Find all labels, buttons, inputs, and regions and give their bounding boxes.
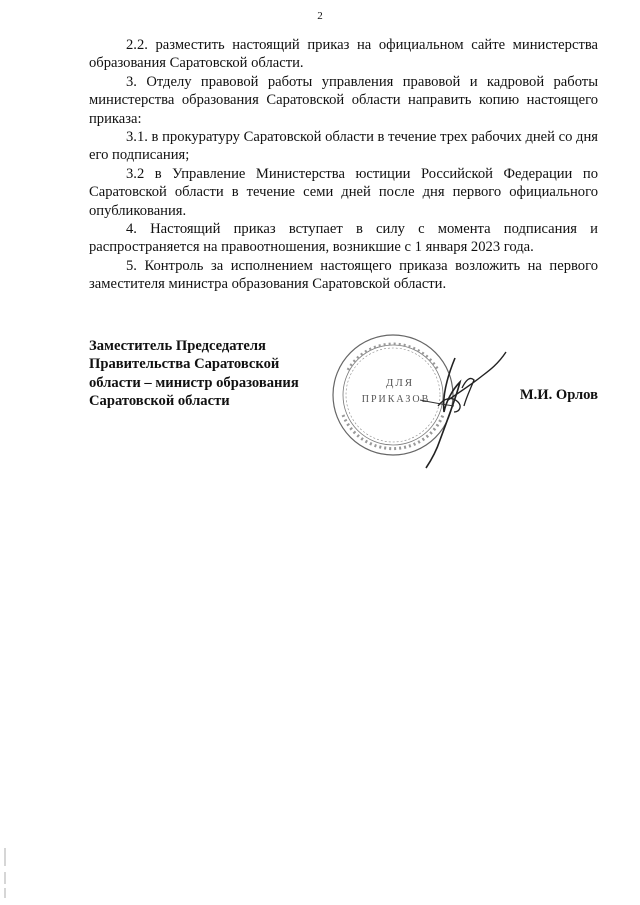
paragraph-3-2: 3.2 в Управление Министерства юстиции Российской Федерации по Саратовской области в течение семи дней после дня первого официального опубликования. (89, 165, 598, 219)
signatory-position (89, 337, 299, 411)
order-body (89, 36, 598, 294)
handwritten-signature (400, 340, 510, 470)
page-number: 2 (317, 10, 323, 22)
margin-marks (4, 848, 10, 898)
paragraph-5: 5. Контроль за исполнением настоящего приказа возложить на первого заместителя министра образования Саратовской области. (89, 257, 598, 293)
position-line: Заместитель Председателя (89, 338, 266, 354)
stamp-line-2: ПРИКАЗОВ (361, 394, 431, 405)
paragraph-4: 4. Настоящий приказ вступает в силу с момента подписания и распространяется на правоотношения, возникшие с 1 января 2023 года. (89, 221, 598, 256)
paragraph-2-2: 2.2. разместить настоящий приказ на официальном сайте министерства образования Саратовской области. (89, 37, 598, 72)
paragraph-3-1: 3.1. в прокуратуру Саратовской области в течение трех рабочих дней со дня его подписания; (89, 129, 598, 164)
signer-name: М.И. Орлов (519, 387, 598, 403)
position-line: Правительства Саратовской (89, 356, 280, 373)
position-line: области – министр образования (89, 374, 299, 391)
position-line: Саратовской области (89, 393, 230, 410)
paragraph-3: 3. Отделу правовой работы управления правовой и кадровой работы министерства образования Саратовской области направить копию настоящего приказа: (89, 73, 598, 127)
stamp-line-1: ДЛЯ (385, 377, 415, 389)
